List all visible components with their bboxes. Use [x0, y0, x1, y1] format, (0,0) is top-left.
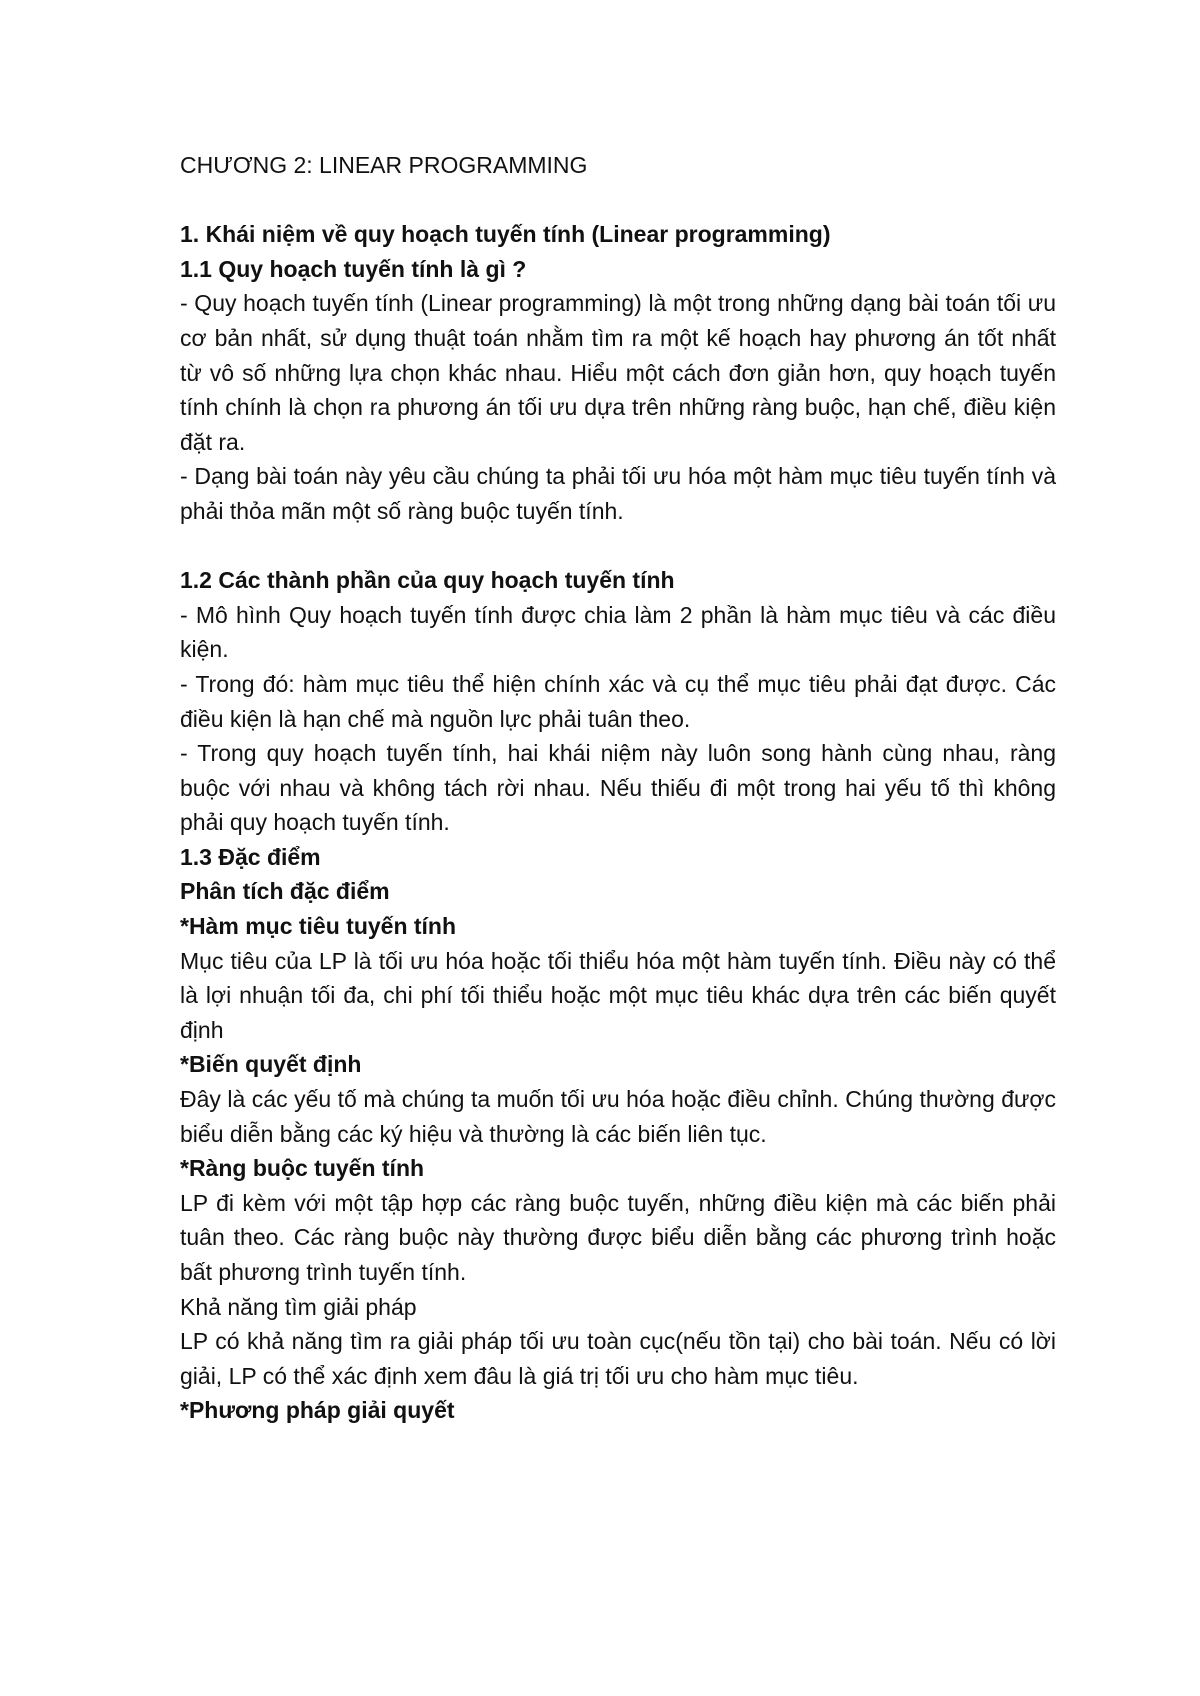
decision-paragraph: Đây là các yếu tố mà chúng ta muốn tối ưu hóa hoặc điều chỉnh. Chúng thường được biểu diễn bằng các ký hiệu và thường là các biến liên tục. [180, 1086, 1056, 1147]
decision-heading: *Biến quyết định [180, 1051, 362, 1078]
constraints-paragraph: LP đi kèm với một tập hợp các ràng buộc tuyến, những điều kiện mà các biến phải tuân theo. Các ràng buộc này thường được biểu diễn bằng các phương trình hoặc bất phương trình tuyến tính. [180, 1189, 1056, 1285]
section-1-2-heading: 1.2 Các thành phần của quy hoạch tuyến tính [180, 567, 675, 594]
objective-paragraph: Mục tiêu của LP là tối ưu hóa hoặc tối thiểu hóa một hàm tuyến tính. Điều này có thể là lợi nhuận tối đa, chi phí tối thiểu hoặc một mục tiêu khác dựa trên các biến quyết định [180, 947, 1056, 1043]
section-1-2-paragraph-3: - Trong quy hoạch tuyến tính, hai khái niệm này luôn song hành cùng nhau, ràng buộc với nhau và không tách rời nhau. Nếu thiếu đi một trong hai yếu tố thì không phải quy hoạch tuyến tính. [180, 740, 1056, 836]
section-1-1-paragraph-1: - Quy hoạch tuyến tính (Linear programming) là một trong những dạng bài toán tối ưu cơ bản nhất, sử dụng thuật toán nhằm tìm ra một kế hoạch hay phương án tốt nhất từ vô số những lựa chọn khác nhau. Hiểu một cách đơn giản hơn, quy hoạch tuyến tính chính là chọn ra phương án tối ưu dựa trên những ràng buộc, hạn chế, điều kiện đặt ra. [180, 290, 1056, 455]
solution-heading: Khả năng tìm giải pháp [180, 1293, 417, 1320]
method-heading: *Phương pháp giải quyết [180, 1397, 455, 1424]
section-1-2-paragraph-1: - Mô hình Quy hoạch tuyến tính được chia làm 2 phần là hàm mục tiêu và các điều kiện. [180, 601, 1056, 663]
section-1-2-paragraph-2: - Trong đó: hàm mục tiêu thể hiện chính xác và cụ thể mục tiêu phải đạt được. Các điều kiện là hạn chế mà nguồn lực phải tuân theo. [180, 670, 1056, 732]
chapter-title: CHƯƠNG 2: LINEAR PROGRAMMING [180, 152, 588, 178]
constraints-heading: *Ràng buộc tuyến tính [180, 1155, 425, 1182]
solution-paragraph: LP có khả năng tìm ra giải pháp tối ưu toàn cục(nếu tồn tại) cho bài toán. Nếu có lời giải, LP có thể xác định xem đâu là giá trị tối ưu cho hàm mục tiêu. [180, 1328, 1056, 1389]
section-1-1-paragraph-2: - Dạng bài toán này yêu cầu chúng ta phải tối ưu hóa một hàm mục tiêu tuyến tính và phải thỏa mãn một số ràng buộc tuyến tính. [180, 463, 1056, 524]
section-1-3-heading: 1.3 Đặc điểm [180, 843, 321, 870]
section-1-1-heading: 1.1 Quy hoạch tuyến tính là gì ? [180, 255, 527, 282]
spacer [180, 183, 1056, 218]
spacer [180, 529, 1056, 564]
document-body [180, 148, 1056, 1428]
section-1-heading: 1. Khái niệm về quy hoạch tuyến tính (Linear programming) [180, 221, 831, 248]
objective-heading: *Hàm mục tiêu tuyến tính [180, 913, 457, 940]
analysis-heading: Phân tích đặc điểm [180, 878, 390, 905]
